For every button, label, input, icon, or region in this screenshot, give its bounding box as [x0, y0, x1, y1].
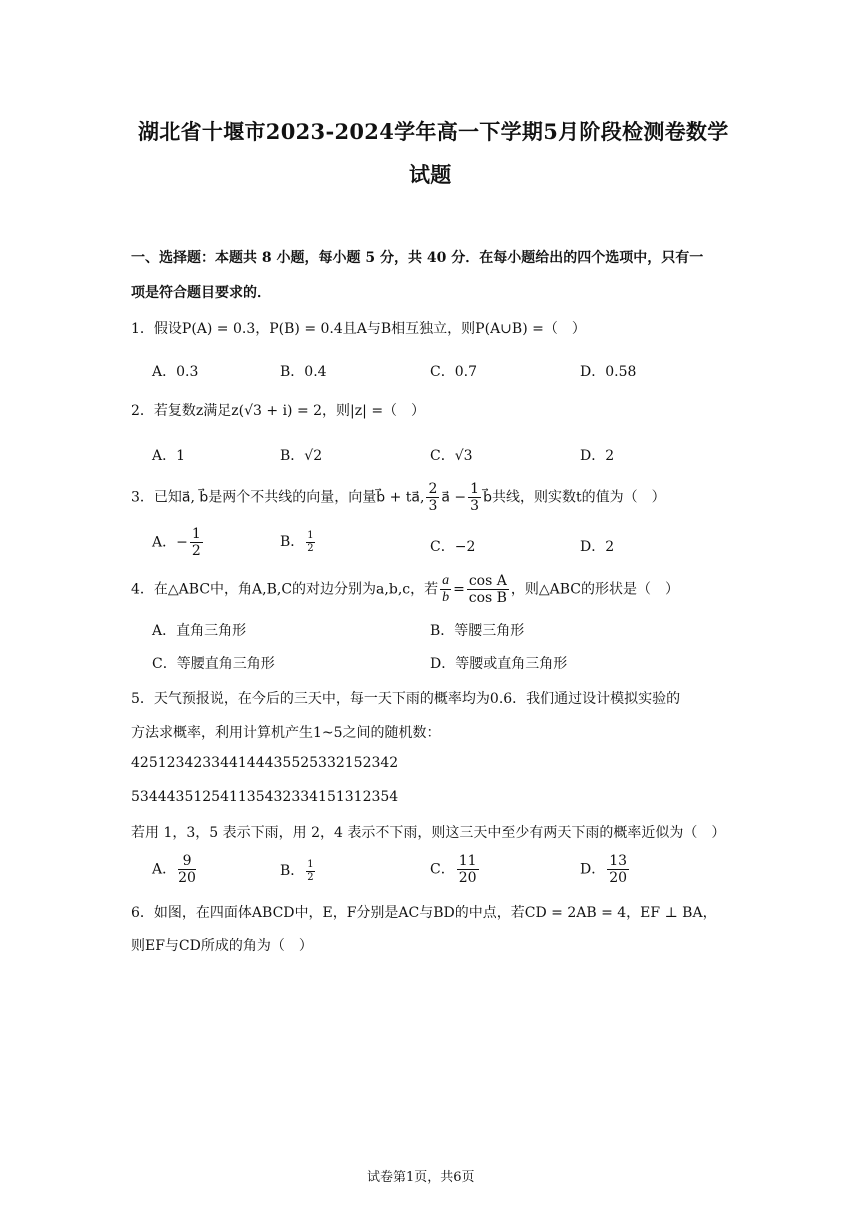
- question-4-fraction-1-denominator: b: [442, 590, 450, 606]
- section-heading-line1: 一、选择题：本题共 8 小题，每小题 5 分，共 40 分．在每小题给出的四个选项中，只有一: [131, 250, 704, 266]
- question-3-stem-mid: a⃗ −: [441, 489, 467, 506]
- document-title-line2: 试题: [409, 162, 452, 187]
- question-3-option-b-denominator: 2: [307, 542, 314, 554]
- question-3-fraction-1-denominator: 3: [428, 498, 438, 515]
- question-5-option-c-fraction: [457, 853, 479, 886]
- question-2-option-b: B．√2: [280, 448, 323, 464]
- page-footer: 试卷第1页，共6页: [367, 1170, 475, 1185]
- question-3-option-b-fraction: [306, 530, 314, 554]
- question-3-stem-pre: 3．已知a⃗, b⃗是两个不共线的向量，向量b⃗ + ta⃗,: [131, 489, 425, 506]
- question-5-line-1: 5．天气预报说，在今后的三天中，每一天下雨的概率均为0.6．我们通过设计模拟实验的: [131, 691, 681, 707]
- question-5-option-d-label: D．: [580, 861, 606, 878]
- question-3-option-a-denominator: 2: [191, 543, 201, 560]
- question-4-fraction-1-numerator: a: [440, 573, 451, 590]
- question-5-random-data-1: 425123423344144435525332152342: [131, 755, 399, 771]
- question-6-line-1: 6．如图，在四面体ABCD中，E，F分别是AC与BD的中点，若CD = 2AB = 4，EF ⊥ BA，: [131, 905, 717, 921]
- question-4-fraction-2: [467, 573, 509, 606]
- question-3-fraction-2-denominator: 3: [470, 498, 480, 515]
- question-5-option-b-denominator: 2: [307, 871, 314, 883]
- question-3-option-a: [152, 526, 205, 559]
- question-5-option-d: [580, 853, 631, 886]
- question-3-option-b: [280, 530, 317, 554]
- question-4-stem: [131, 573, 679, 606]
- question-2-option-a: A．1: [152, 448, 186, 464]
- question-5-option-c-denominator: 20: [458, 870, 477, 887]
- question-4-option-b: B．等腰三角形: [430, 623, 525, 639]
- question-5-line-3: 若用 1，3，5 表示下雨，用 2，4 表示不下雨，则这三天中至少有两天下雨的概率近似为（ ）: [131, 825, 726, 841]
- question-5-option-d-fraction: [607, 853, 629, 886]
- question-5-option-a-numerator: 9: [178, 853, 196, 870]
- question-3-option-c: C．−2: [430, 539, 476, 555]
- question-4-equals: =: [453, 581, 465, 598]
- question-4-stem-pre: 4．在△ABC中，角A,B,C的对边分别为a,b,c，若: [131, 581, 439, 598]
- question-3-fraction-1: [426, 481, 439, 514]
- question-2-stem: 2．若复数z满足z(√3 + i) = 2，则|z| =（ ）: [131, 403, 426, 419]
- question-4-fraction-2-numerator: cos A: [468, 573, 507, 589]
- document-title-line1: 湖北省十堰市2023-2024学年高一下学期5月阶段检测卷数学: [138, 119, 729, 144]
- question-3-fraction-1-numerator: 2: [428, 481, 438, 497]
- question-1-stem: 1．假设P(A) = 0.3，P(B) = 0.4且A与B相互独立，则P(A∪B) =（ ）: [131, 321, 586, 337]
- question-3-stem-post: b⃗共线，则实数t的值为（ ）: [483, 489, 666, 506]
- question-4-stem-post: ，则△ABC的形状是（ ）: [510, 581, 679, 598]
- question-2-option-c: C．√3: [430, 448, 473, 464]
- question-4-option-c: C．等腰直角三角形: [152, 656, 275, 672]
- question-5-option-c-numerator: 11: [458, 853, 477, 869]
- question-4-fraction-1: [440, 573, 451, 606]
- question-5-option-a-label: A．: [152, 861, 177, 878]
- question-5-option-a-denominator: 20: [178, 870, 196, 887]
- question-5-random-data-2: 534443512541135432334151312354: [131, 789, 399, 805]
- question-4-option-d: D．等腰或直角三角形: [430, 656, 568, 672]
- question-3-fraction-2-numerator: 1: [470, 481, 480, 497]
- question-3-option-b-label: B．: [280, 534, 305, 550]
- question-1-option-c: C．0.7: [430, 364, 477, 380]
- question-5-option-b: [280, 859, 317, 883]
- question-3-option-d: D．2: [580, 539, 615, 555]
- question-3-option-a-numerator: 1: [191, 526, 201, 542]
- question-3-option-b-numerator: 1: [307, 530, 314, 541]
- question-5-option-c-label: C．: [430, 861, 455, 878]
- question-3-option-a-fraction: [190, 526, 203, 559]
- question-1-option-d: D．0.58: [580, 364, 637, 380]
- question-5-option-d-denominator: 20: [609, 870, 628, 887]
- question-1-option-b: B．0.4: [280, 364, 327, 380]
- question-6-line-2: 则EF与CD所成的角为（ ）: [131, 938, 313, 954]
- question-5-option-b-fraction: [306, 859, 314, 883]
- question-5-option-d-numerator: 13: [609, 853, 628, 869]
- question-5-option-b-label: B．: [280, 863, 305, 879]
- question-2-option-d: D．2: [580, 448, 615, 464]
- section-heading-line2: 项是符合题目要求的．: [131, 285, 271, 301]
- question-5-line-2: 方法求概率，利用计算机产生1~5之间的随机数：: [131, 725, 441, 741]
- question-4-option-a: A．直角三角形: [152, 623, 247, 639]
- question-3-stem: [131, 481, 666, 514]
- question-5-option-c: [430, 853, 481, 886]
- question-3-fraction-2: [468, 481, 481, 514]
- question-4-fraction-2-denominator: cos B: [468, 590, 507, 607]
- question-3-option-a-label: A．−: [152, 534, 188, 551]
- question-1-option-a: A．0.3: [152, 364, 199, 380]
- question-5-option-a-fraction: [178, 853, 196, 886]
- question-5-option-b-numerator: 1: [307, 859, 314, 870]
- question-5-option-a: [152, 853, 198, 886]
